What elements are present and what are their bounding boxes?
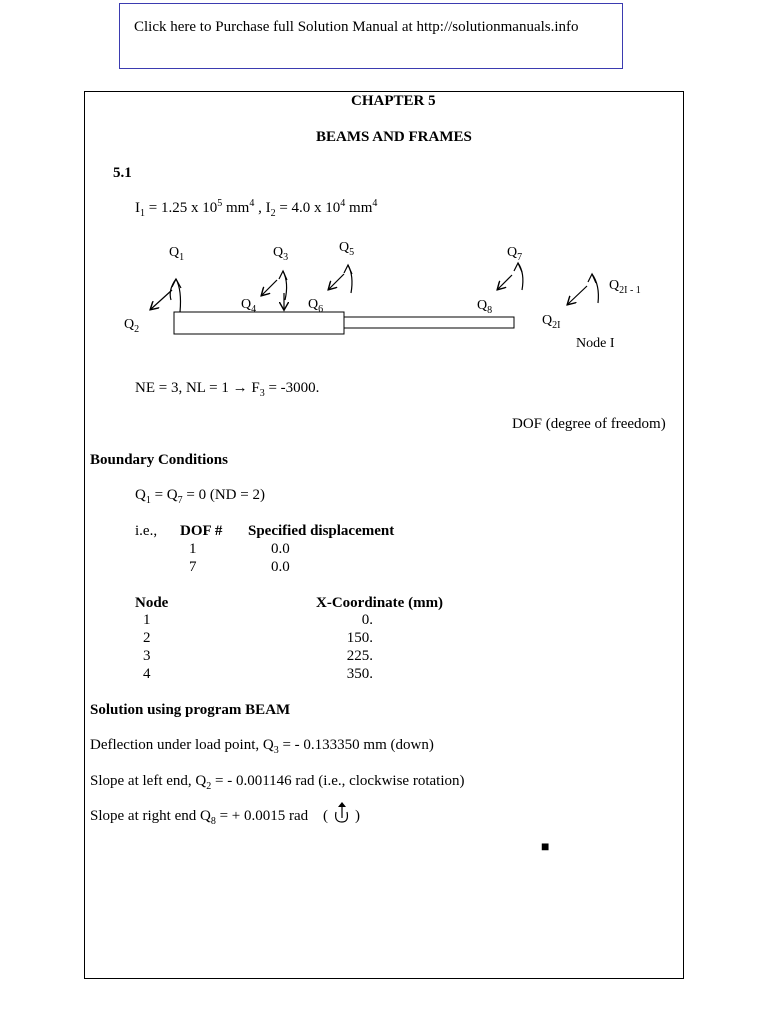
q4-arrow [262, 280, 277, 295]
dof-note: DOF (degree of freedom) [512, 416, 666, 432]
label-q2i: $Q_{2I}$ [542, 313, 561, 331]
node-row-x: 350. [346, 666, 373, 682]
disp-col-header: Specified displacement [248, 523, 395, 539]
rotation-paren-open: ( [323, 808, 328, 824]
node-row-id: 2 [143, 630, 151, 646]
beam-element-thin [344, 317, 514, 328]
ie-label: i.e., [135, 523, 158, 539]
purchase-link[interactable]: Click here to Purchase full Solution Manual at http://solutionmanuals.info [134, 19, 579, 35]
end-of-solution-mark: ■ [541, 840, 550, 855]
q2i-arrow [568, 286, 587, 304]
chapter-heading: CHAPTER 5 [351, 93, 436, 109]
node-row-id: 4 [143, 666, 151, 682]
bc-row-dof: 1 [189, 541, 197, 557]
dof-col-header: DOF # [180, 523, 223, 539]
label-q8: $Q_8$ [477, 298, 493, 316]
bc-row-disp: 0.0 [271, 559, 290, 575]
node-row-x: 150. [346, 630, 373, 646]
bc-row-disp: 0.0 [271, 541, 290, 557]
solution-heading: Solution using program BEAM [90, 702, 291, 718]
ne-nl-line: NE = 3, NL = $1 \to F_3 = -3000$. [135, 380, 320, 399]
label-node-i: Node I [576, 336, 615, 351]
label-q7: $Q_7$ [507, 245, 523, 263]
slope-left-line: Slope at left end, $Q_2$ = - 0.001146 rad (i.e., clockwise rotation) [90, 773, 465, 792]
beam-element-thick [174, 312, 344, 334]
beam-diagram [0, 0, 768, 360]
boundary-equation: $Q_1 = Q_7 = 0$ (ND = 2) [135, 487, 265, 506]
node-row-id: 3 [143, 648, 151, 664]
label-q5: $Q_5$ [339, 240, 355, 258]
inertia-line: $I_1 = 1.25$ x $10^5$ $mm^4$ , $I_2 = 4.0$ x $10^4$ $mm^4$ [135, 198, 378, 219]
q2-arrow [151, 290, 172, 309]
label-q2: $Q_2$ [124, 317, 140, 335]
label-q2i-1: $Q_{2I - 1}$ [609, 278, 641, 296]
slope-right-line: Slope at right end $Q_8$ = + 0.0015 rad [90, 808, 309, 827]
xcoord-col-header: X-Coordinate (mm) [316, 595, 444, 611]
bc-row-dof: 7 [189, 559, 197, 575]
counterclockwise-rotation-icon [331, 800, 353, 826]
boundary-heading: Boundary Conditions [90, 452, 228, 468]
node-row-x: 225. [346, 648, 373, 664]
q8-arrow [498, 275, 512, 289]
q2i-1-arrow [592, 274, 598, 303]
problem-number: 5.1 [113, 165, 132, 181]
label-q3: $Q_3$ [273, 245, 289, 263]
node-row-x: 0. [361, 612, 373, 628]
label-q1: $Q_1$ [169, 245, 185, 263]
label-q4: $Q_4$ [241, 297, 257, 315]
rotation-paren-close: ) [355, 808, 360, 824]
label-q6: $Q_6$ [308, 297, 324, 315]
q6-arrow [329, 274, 344, 289]
chapter-title: BEAMS AND FRAMES [316, 129, 472, 145]
node-row-id: 1 [143, 612, 151, 628]
node-col-header: Node [135, 595, 169, 611]
deflection-line: Deflection under load point, $Q_3$ = - 0.133350 mm (down) [90, 737, 434, 756]
